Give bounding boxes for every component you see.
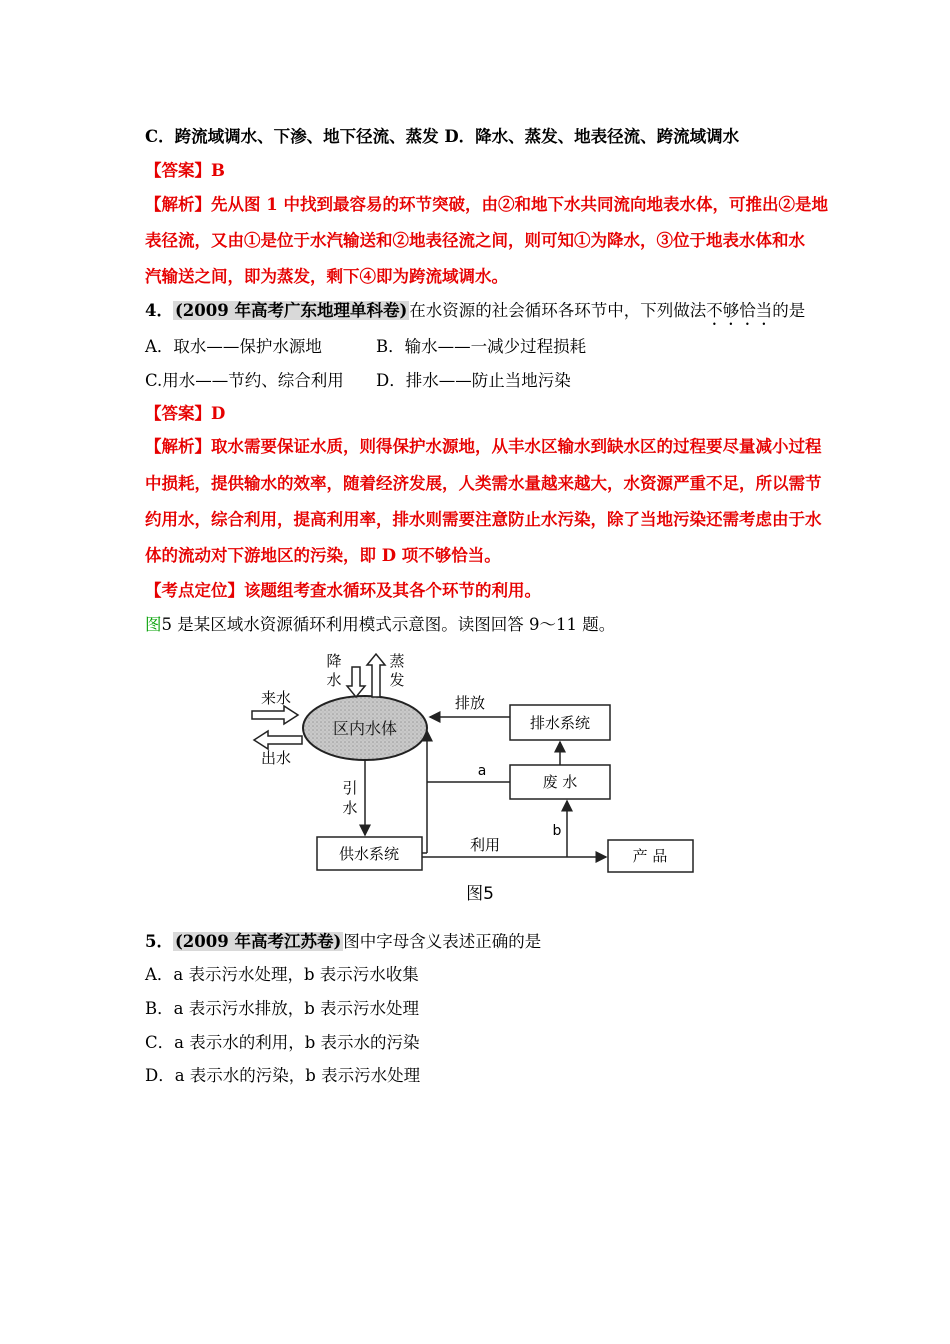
inflow-arrow xyxy=(252,706,298,724)
q3-analysis-line-1 xyxy=(145,195,828,215)
answer-value: B xyxy=(211,161,225,180)
answer-label: 【答案】 xyxy=(145,404,211,423)
evaporation-arrow xyxy=(367,654,385,697)
analysis-text: 取水需要保证水质，则得保护水源地，从丰水区输水到缺水区的过程要尽量减小过程 xyxy=(211,437,822,456)
q4-answer xyxy=(145,404,225,424)
outflow-label: 出水 xyxy=(260,749,292,767)
use-label: 利用 xyxy=(469,836,501,854)
q4-analysis-line-2: 中损耗，提供输水的效率，随着经济发展，人类需水量越来越大，水资源严重不足，所以需节 xyxy=(145,474,822,493)
analysis-label: 【解析】 xyxy=(145,195,211,214)
stem-text-end: 的是 xyxy=(772,301,806,320)
q4-kaodian: 【考点定位】该题组考查水循环及其各个环节的利用。 xyxy=(145,581,541,600)
question-number: 4． xyxy=(145,301,173,320)
intro-text: 5 是某区域水资源循环利用模式示意图。读图回答 9～11 题。 xyxy=(161,615,616,634)
figure-caption: 图5 xyxy=(466,884,494,904)
precipitation-label-2: 水 xyxy=(326,671,342,689)
q5-option-c: C．a 表示水的利用，b 表示水的污染 xyxy=(145,1033,420,1052)
q3-options-line: C．跨流域调水、下渗、地下径流、蒸发 D．降水、蒸发、地表径流、跨流域调水 xyxy=(145,127,740,146)
supply-label: 供水系统 xyxy=(338,845,400,863)
product-label: 产 品 xyxy=(632,847,668,865)
q4-analysis-line-4: 体的流动对下游地区的污染，即 D 项不够恰当。 xyxy=(145,546,501,565)
question-source: (2009 年高考江苏卷) xyxy=(174,932,342,951)
intake-label-2: 水 xyxy=(342,799,358,817)
inflow-label: 来水 xyxy=(260,689,292,707)
question-source: (2009 年高考广东地理单科卷) xyxy=(174,301,408,320)
stem-text: 图中字母含义表述正确的是 xyxy=(343,932,542,951)
q4-option-b: B．输水——一减少过程损耗 xyxy=(376,337,587,356)
figure-intro xyxy=(145,615,615,635)
answer-label: 【答案】 xyxy=(145,161,211,180)
analysis-text: 先从图 1 中找到最容易的环节突破，由②和地下水共同流向地表水体，可推出②是地 xyxy=(211,195,828,214)
analysis-label: 【解析】 xyxy=(145,437,211,456)
q4-option-c: C.用水——节约、综合利用 xyxy=(145,371,344,390)
outflow-arrow xyxy=(254,731,302,749)
discharge-label: 排放 xyxy=(454,694,486,712)
water-cycle-diagram xyxy=(240,645,710,910)
q5-option-d: D．a 表示水的污染，b 表示污水处理 xyxy=(145,1066,421,1085)
q3-analysis-line-2: 表径流，又由①是位于水汽输送和②地表径流之间，则可知①为降水，③位于地表水体和水 xyxy=(145,231,805,250)
path-a-label: a xyxy=(477,763,487,779)
answer-value: D xyxy=(211,404,226,423)
stem-emphasis: 不够恰当 xyxy=(706,301,773,320)
intake-label-1: 引 xyxy=(342,779,358,797)
q5-option-a: A．a 表示污水处理，b 表示污水收集 xyxy=(145,965,419,984)
q3-answer xyxy=(145,161,225,181)
q5-option-b: B．a 表示污水排放，b 表示污水处理 xyxy=(145,999,420,1018)
q4-stem xyxy=(145,301,805,329)
figure-ref: 图 xyxy=(145,615,162,634)
stem-text: 在水资源的社会循环各环节中，下列做法 xyxy=(409,301,707,320)
q5-stem xyxy=(145,932,541,952)
q3-analysis-line-3: 汽输送之间，即为蒸发，剩下④即为跨流域调水。 xyxy=(145,267,508,286)
q4-analysis-line-3: 约用水，综合利用，提高利用率，排水则需要注意防止水污染，除了当地污染还需考虑由于水 xyxy=(145,510,822,529)
question-number: 5． xyxy=(145,932,173,951)
q4-option-a: A．取水——保护水源地 xyxy=(145,337,322,356)
precipitation-arrow xyxy=(347,667,365,697)
precipitation-label-1: 降 xyxy=(326,652,342,670)
q4-analysis-line-1 xyxy=(145,437,822,457)
water-body-label: 区内水体 xyxy=(332,719,398,738)
wastewater-label: 废 水 xyxy=(542,773,578,791)
evaporation-label-1: 蒸 xyxy=(389,652,405,670)
path-b-label: b xyxy=(552,823,562,839)
evaporation-label-2: 发 xyxy=(389,671,405,689)
q4-option-d: D．排水——防止当地污染 xyxy=(376,371,571,390)
drainage-label: 排水系统 xyxy=(529,714,591,732)
